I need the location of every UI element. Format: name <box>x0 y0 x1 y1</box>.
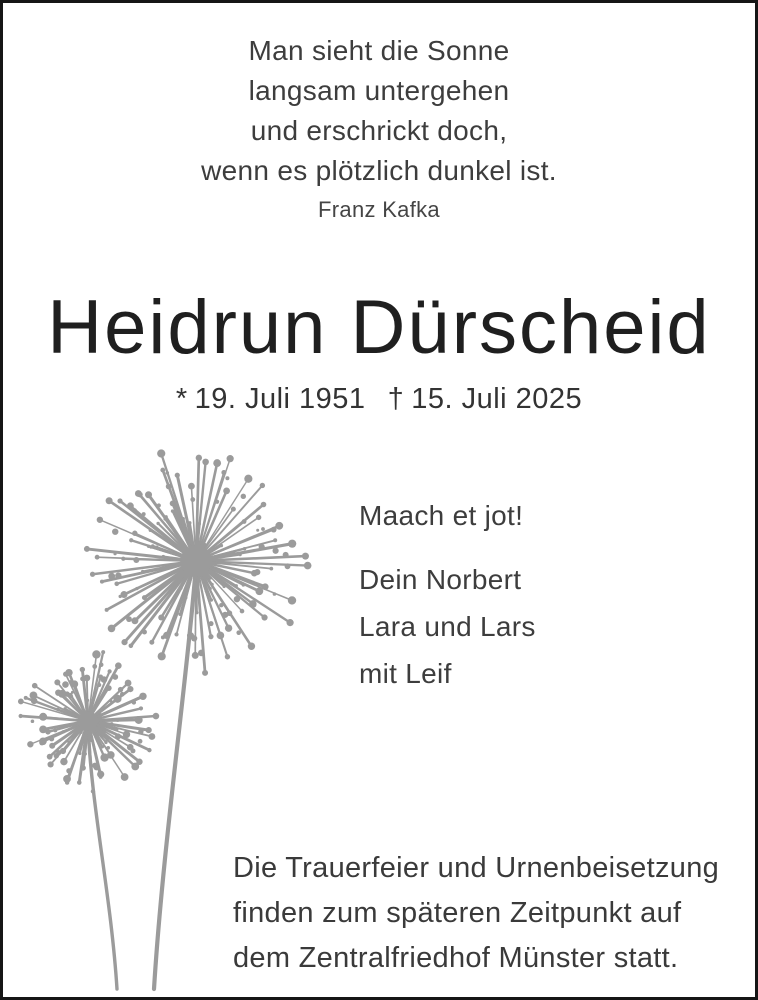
mourners-list <box>359 556 536 697</box>
farewell-text: Maach et jot! <box>359 500 524 531</box>
quote-line: wenn es plötzlich dunkel ist. <box>201 155 557 186</box>
quote-line: Man sieht die Sonne <box>248 35 510 66</box>
quote-attribution: Franz Kafka <box>318 197 440 222</box>
mourner-line: Dein Norbert <box>359 564 522 595</box>
life-dates <box>3 381 755 417</box>
death-date <box>388 383 583 415</box>
quote-line: langsam untergehen <box>248 75 510 106</box>
death-date-text: 15. Juli 2025 <box>411 383 583 415</box>
mourner-line: mit Leif <box>359 658 452 689</box>
deceased-name: Heidrun Dürscheid <box>47 285 711 370</box>
died-cross-symbol: † <box>387 383 405 415</box>
mourner-line: Lara und Lars <box>359 611 536 642</box>
funeral-info-line: finden zum späteren Zeitpunkt auf <box>233 897 682 929</box>
memorial-quote <box>3 31 755 225</box>
funeral-info-line: Die Trauerfeier und Urnenbeisetzung <box>233 852 720 884</box>
birth-date-text: 19. Juli 1951 <box>194 383 366 415</box>
born-star-symbol: * <box>175 383 188 415</box>
birth-date <box>176 383 366 415</box>
funeral-information <box>233 846 719 981</box>
quote-line: und erschrickt doch, <box>250 115 508 146</box>
funeral-info-line: dem Zentralfriedhof Münster statt. <box>233 942 679 974</box>
